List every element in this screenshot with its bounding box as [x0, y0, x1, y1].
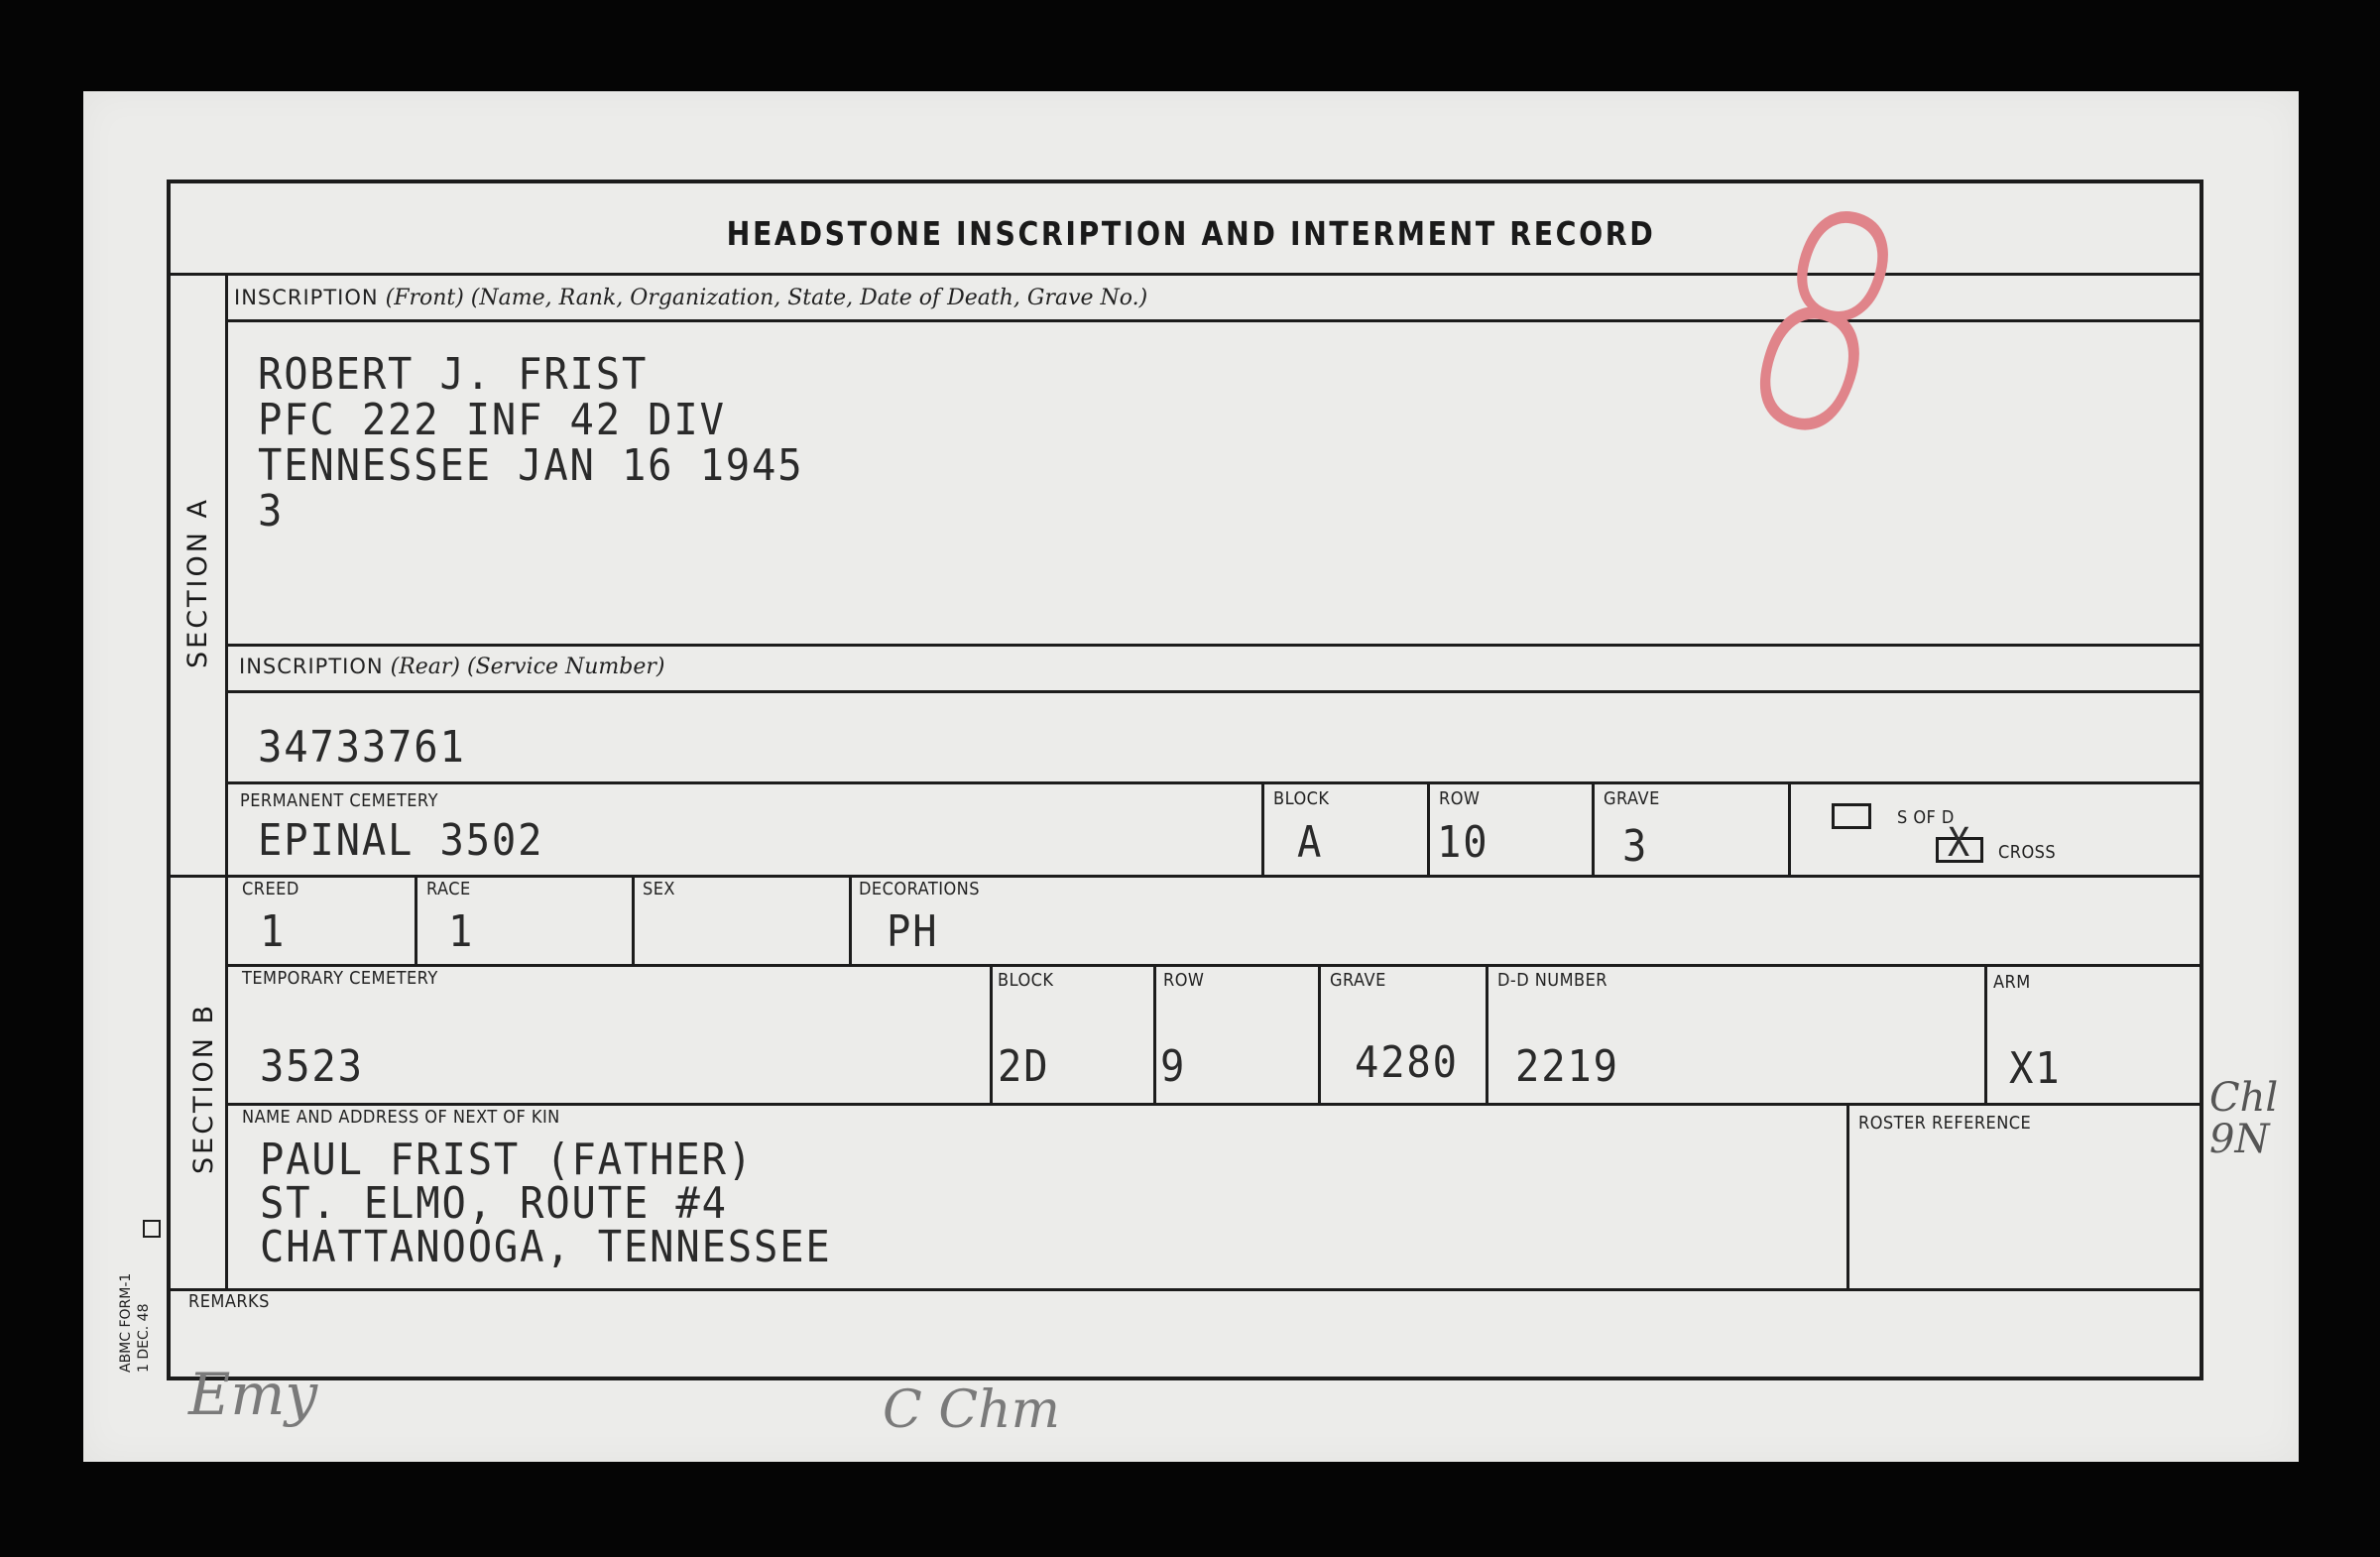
divider-front-label [228, 319, 2203, 322]
temp-block-value: 2D [998, 1041, 1050, 1092]
next-of-kin-line-1: PAUL FRIST (FATHER) [260, 1135, 755, 1185]
inscription-front-line-4: 3 [258, 486, 285, 537]
next-of-kin-line-3: CHATTANOOGA, TENNESSEE [260, 1222, 832, 1272]
roster-reference-label: ROSTER REFERENCE [1858, 1113, 2032, 1134]
vdiv-temp-grave [1318, 964, 1321, 1103]
s-of-d-checkbox [1832, 803, 1871, 829]
row-label: ROW [1439, 788, 1481, 809]
s-of-d-label: S OF D [1897, 807, 1955, 828]
vdiv-sex [632, 875, 635, 964]
divider-section-a-b [167, 875, 2203, 878]
temp-grave-value: 4280 [1355, 1037, 1459, 1088]
vdiv-row [1427, 781, 1430, 875]
next-of-kin-label: NAME AND ADDRESS OF NEXT OF KIN [242, 1107, 560, 1128]
divider-remarks [167, 1288, 2203, 1291]
cross-mark: X [1948, 820, 1972, 866]
form-code [117, 1273, 153, 1373]
arm-label: ARM [1993, 972, 2031, 993]
red-handwritten-mark: 8 [1707, 141, 1941, 512]
permanent-cemetery-label: PERMANENT CEMETERY [240, 790, 438, 811]
service-number: 34733761 [258, 722, 466, 773]
decorations-label: DECORATIONS [859, 879, 980, 899]
vdiv-arm [1984, 964, 1987, 1103]
divider-front-body [228, 644, 2203, 647]
temp-block-label: BLOCK [998, 970, 1054, 991]
vdiv-temp-row [1153, 964, 1156, 1103]
inscription-rear-label [239, 655, 664, 679]
grave-value: 3 [1622, 821, 1649, 872]
temporary-cemetery-value: 3523 [260, 1041, 364, 1092]
divider-creed-row [228, 964, 2203, 967]
inscription-rear-title: INSCRIPTION [239, 655, 384, 678]
arm-value: X1 [2009, 1043, 2062, 1094]
inscription-front-line-2: PFC 222 INF 42 DIV [258, 395, 726, 445]
vdiv-block [1261, 781, 1264, 875]
next-of-kin-line-2: ST. ELMO, ROUTE #4 [260, 1178, 728, 1229]
vdiv-sofd [1788, 781, 1791, 875]
inscription-front-line-1: ROBERT J. FRIST [258, 349, 649, 400]
vdiv-decorations [849, 875, 852, 964]
section-b-label: SECTION B [188, 1002, 219, 1174]
inscription-front-qualifier: (Front) (Name, Rank, Organization, State, Date of Death, Grave No.) [385, 286, 1148, 310]
permanent-cemetery-value: EPINAL 3502 [258, 815, 544, 866]
handwritten-note-center: C Chm [883, 1380, 1060, 1440]
section-a-label: SECTION A [182, 496, 213, 668]
divider-rear-body [228, 781, 2203, 784]
vdiv-roster [1846, 1103, 1849, 1288]
temp-row-label: ROW [1163, 970, 1205, 991]
cross-label: CROSS [1998, 842, 2057, 863]
vdiv-temp-block [990, 964, 993, 1103]
dd-number-value: 2219 [1515, 1041, 1619, 1092]
handwritten-note-left: Emy [188, 1361, 318, 1428]
temp-grave-label: GRAVE [1330, 970, 1386, 991]
remarks-label: REMARKS [188, 1291, 270, 1312]
handwritten-note-right: Chl 9N [2209, 1075, 2279, 1162]
vdiv-grave [1592, 781, 1595, 875]
vdiv-dd-number [1486, 964, 1488, 1103]
decorations-value: PH [887, 906, 939, 957]
inscription-rear-qualifier: (Rear) (Service Number) [390, 655, 665, 679]
grave-label: GRAVE [1604, 788, 1660, 809]
inscription-front-label [234, 286, 1147, 310]
record-card [83, 91, 2299, 1462]
creed-value: 1 [260, 906, 287, 957]
form-code-line1: ABMC FORM-1 [118, 1272, 134, 1373]
inscription-front-title: INSCRIPTION [234, 286, 379, 309]
temporary-cemetery-label: TEMPORARY CEMETERY [242, 968, 438, 989]
divider-rear-label [228, 690, 2203, 693]
divider-temp-row [228, 1103, 2203, 1106]
vdiv-race [415, 875, 417, 964]
sex-label: SEX [643, 879, 675, 899]
form-code-checkbox [143, 1220, 161, 1238]
dd-number-label: D-D NUMBER [1497, 970, 1608, 991]
block-label: BLOCK [1273, 788, 1330, 809]
creed-label: CREED [242, 879, 299, 899]
temp-row-value: 9 [1160, 1041, 1187, 1092]
row-value: 10 [1437, 817, 1489, 868]
form-code-line2: 1 DEC. 48 [136, 1303, 152, 1373]
form-title: HEADSTONE INSCRIPTION AND INTERMENT RECORD [726, 214, 1656, 253]
block-value: A [1297, 817, 1324, 868]
section-column-divider [225, 273, 228, 1288]
race-value: 1 [448, 906, 475, 957]
race-label: RACE [426, 879, 471, 899]
inscription-front-line-3: TENNESSEE JAN 16 1945 [258, 440, 804, 491]
